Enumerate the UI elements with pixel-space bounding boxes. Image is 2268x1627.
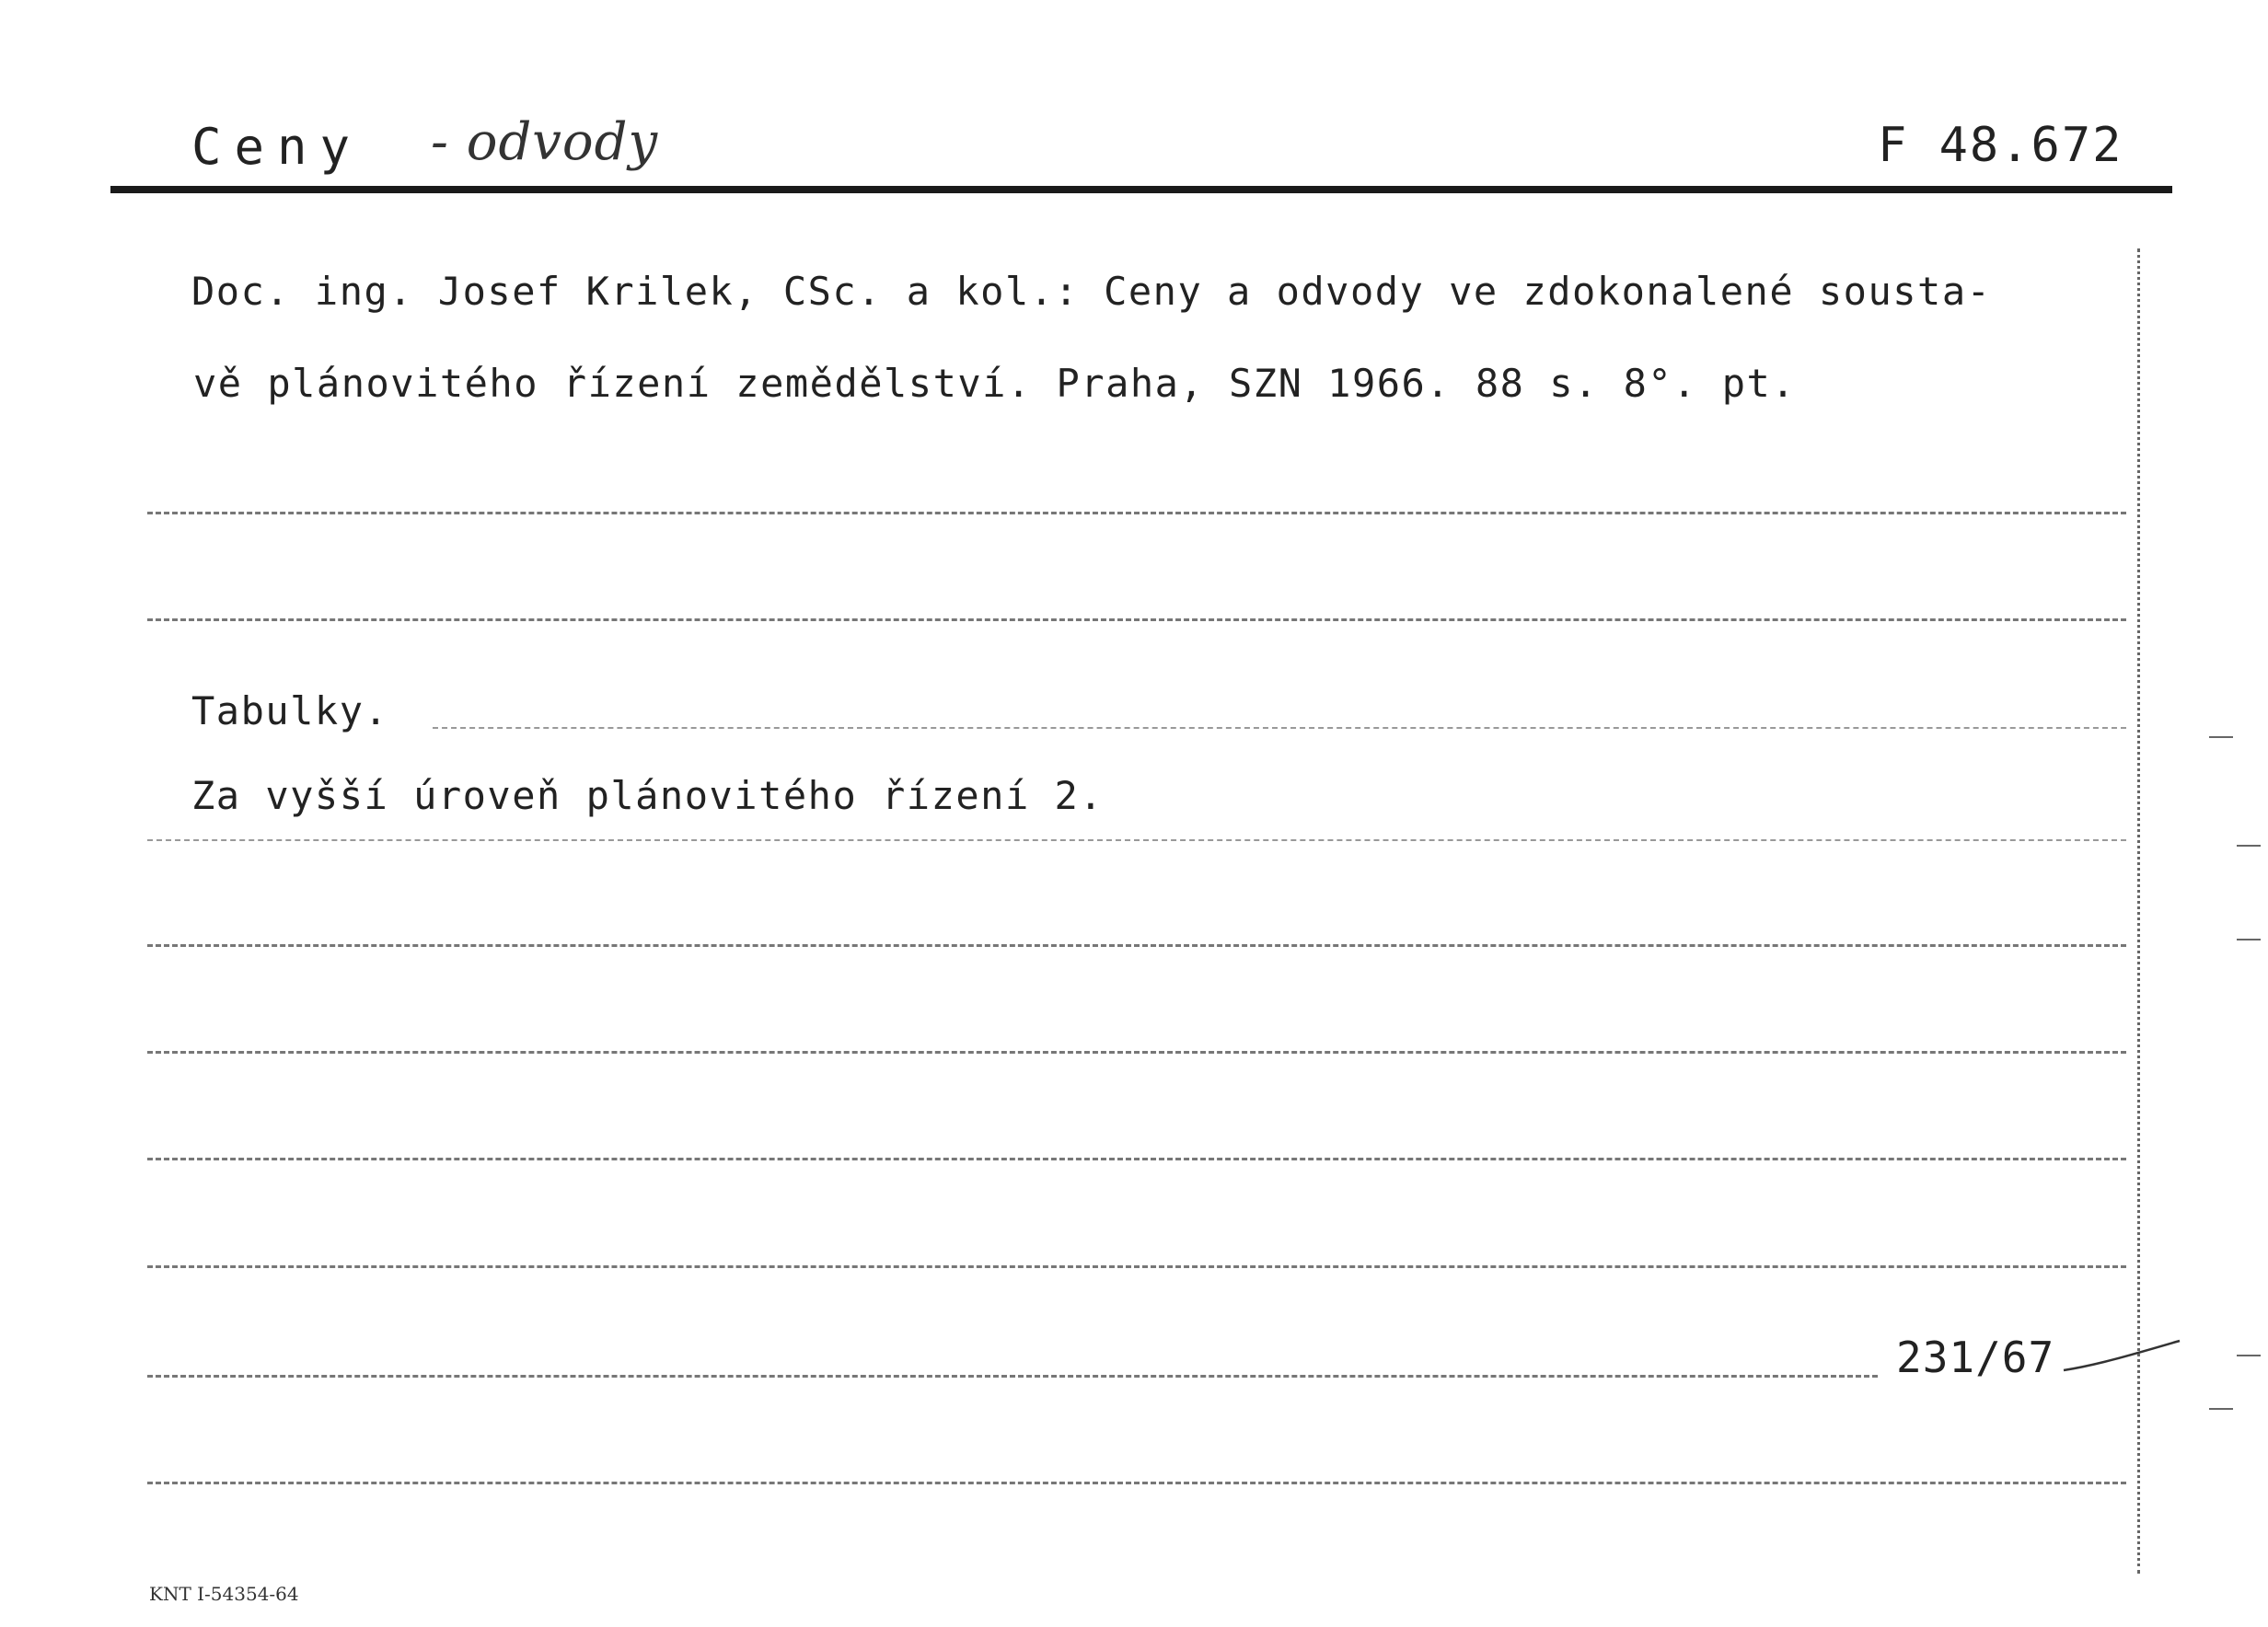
note-line-2: Za vyšší úroveň plánovitého řízení 2. bbox=[191, 773, 1105, 818]
accession-number: 231/67 bbox=[1896, 1333, 2055, 1382]
dotted-rule bbox=[147, 512, 2126, 514]
subject-heading: Ceny bbox=[191, 118, 364, 176]
dotted-rule bbox=[147, 1482, 2126, 1484]
accession-pen-stroke bbox=[2062, 1339, 2181, 1376]
header-rule bbox=[110, 186, 2172, 193]
dotted-rule bbox=[147, 944, 2126, 947]
dotted-rule bbox=[147, 1051, 2126, 1054]
dotted-rule bbox=[147, 839, 2126, 841]
entry-line-1: Doc. ing. Josef Krilek, CSc. a kol.: Ceny a odvody ve zdokonalené sousta- bbox=[191, 269, 1992, 314]
margin-tick bbox=[2209, 1408, 2233, 1410]
margin-tick bbox=[2237, 1355, 2261, 1356]
entry-line-2: vě plánovitého řízení zemědělství. Praha, SZN 1966. 88 s. 8°. pt. bbox=[193, 361, 1797, 406]
dotted-rule bbox=[433, 727, 2126, 729]
dotted-rule bbox=[147, 618, 2126, 621]
margin-tick bbox=[2237, 939, 2261, 940]
dotted-rule bbox=[147, 1375, 1878, 1378]
margin-tick bbox=[2209, 736, 2233, 738]
dotted-rule bbox=[147, 1265, 2126, 1268]
subject-handwritten-addition: - odvody bbox=[431, 112, 659, 172]
margin-tick bbox=[2237, 845, 2261, 847]
note-line-1: Tabulky. bbox=[191, 688, 389, 733]
shelfmark: F 48.672 bbox=[1878, 118, 2123, 173]
card-print-code: KNT I-54354-64 bbox=[149, 1583, 299, 1605]
dotted-rule bbox=[147, 1158, 2126, 1160]
